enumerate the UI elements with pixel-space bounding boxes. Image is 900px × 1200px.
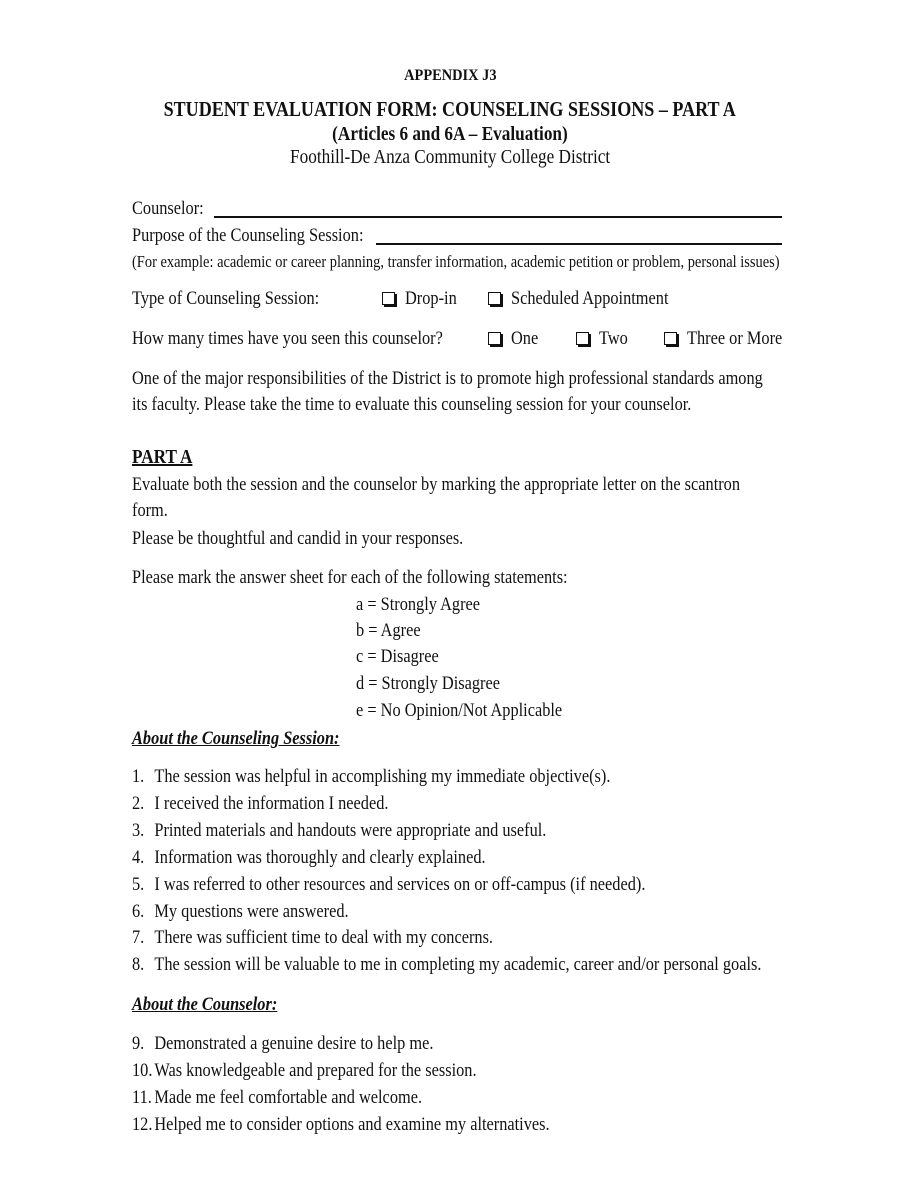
times-seen-label: How many times have you seen this counselor? — [132, 328, 443, 349]
part-a-line-3: Please be thoughtful and candid in your responses. — [132, 528, 464, 549]
intro-line-2: its faculty. Please take the time to evaluate this counseling session for your counselor. — [132, 394, 692, 415]
intro-line-1: One of the major responsibilities of the District is to promote high professional standards among — [132, 368, 763, 389]
list-item: 10. Was knowledgeable and prepared for the session. — [132, 1060, 477, 1081]
district-name: Foothill-De Anza Community College District — [289, 146, 611, 168]
purpose-label: Purpose of the Counseling Session: — [132, 225, 364, 246]
list-item: 7. There was sufficient time to deal with my concerns. — [132, 927, 494, 948]
counselor-label: Counselor: — [132, 198, 204, 219]
list-item: 12. Helped me to consider options and examine my alternatives. — [132, 1114, 550, 1135]
list-item: 2. I received the information I needed. — [132, 793, 389, 814]
session-section-heading: About the Counseling Session: — [132, 728, 340, 749]
list-item: 4. Information was thoroughly and clearly explained. — [132, 847, 486, 868]
checkbox-icon — [382, 292, 395, 305]
list-item: 6. My questions were answered. — [132, 901, 349, 922]
list-item: 1. The session was helpful in accomplishing my immediate objective(s). — [132, 766, 611, 787]
part-a-instructions: Please mark the answer sheet for each of the following statements: — [132, 567, 568, 588]
part-a-heading: PART A — [132, 446, 193, 468]
purpose-input-line[interactable] — [376, 243, 782, 245]
counselor-input-line[interactable] — [214, 216, 782, 218]
checkbox-icon — [488, 332, 501, 345]
scale-item: d = Strongly Disagree — [356, 673, 500, 694]
scale-item: b = Agree — [356, 620, 421, 641]
list-item: 8. The session will be valuable to me in completing my academic, career and/or personal goals. — [132, 954, 762, 975]
counselor-section-heading: About the Counselor: — [132, 994, 278, 1015]
checkbox-icon — [488, 292, 501, 305]
scale-item: c = Disagree — [356, 646, 439, 667]
checkbox-icon — [664, 332, 677, 345]
list-item: 11. Made me feel comfortable and welcome. — [132, 1087, 423, 1108]
one-checkbox[interactable]: One — [488, 328, 543, 350]
dropin-checkbox[interactable]: Drop-in — [382, 288, 465, 310]
part-a-line-2: form. — [132, 500, 168, 521]
appendix-label-cut: APPENDIX J3 — [403, 67, 497, 84]
list-item: 3. Printed materials and handouts were appropriate and useful. — [132, 820, 547, 841]
two-checkbox[interactable]: Two — [576, 328, 633, 350]
purpose-example: (For example: academic or career planning, transfer information, academic petition or problem, personal issues) — [132, 252, 780, 271]
list-item: 9. Demonstrated a genuine desire to help me. — [132, 1033, 434, 1054]
checkbox-icon — [576, 332, 589, 345]
session-type-label: Type of Counseling Session: — [132, 288, 320, 309]
scale-item: a = Strongly Agree — [356, 594, 481, 615]
scale-item: e = No Opinion/Not Applicable — [356, 700, 563, 721]
three-or-more-checkbox[interactable]: Three or More — [664, 328, 798, 350]
articles-subtitle: (Articles 6 and 6A – Evaluation) — [332, 123, 568, 145]
form-title: STUDENT EVALUATION FORM: COUNSELING SESSIONS – PART A — [163, 97, 737, 121]
list-item: 5. I was referred to other resources and services on or off-campus (if needed). — [132, 874, 646, 895]
part-a-line-1: Evaluate both the session and the counselor by marking the appropriate letter on the scantron — [132, 474, 741, 495]
scheduled-checkbox[interactable]: Scheduled Appointment — [488, 288, 694, 310]
